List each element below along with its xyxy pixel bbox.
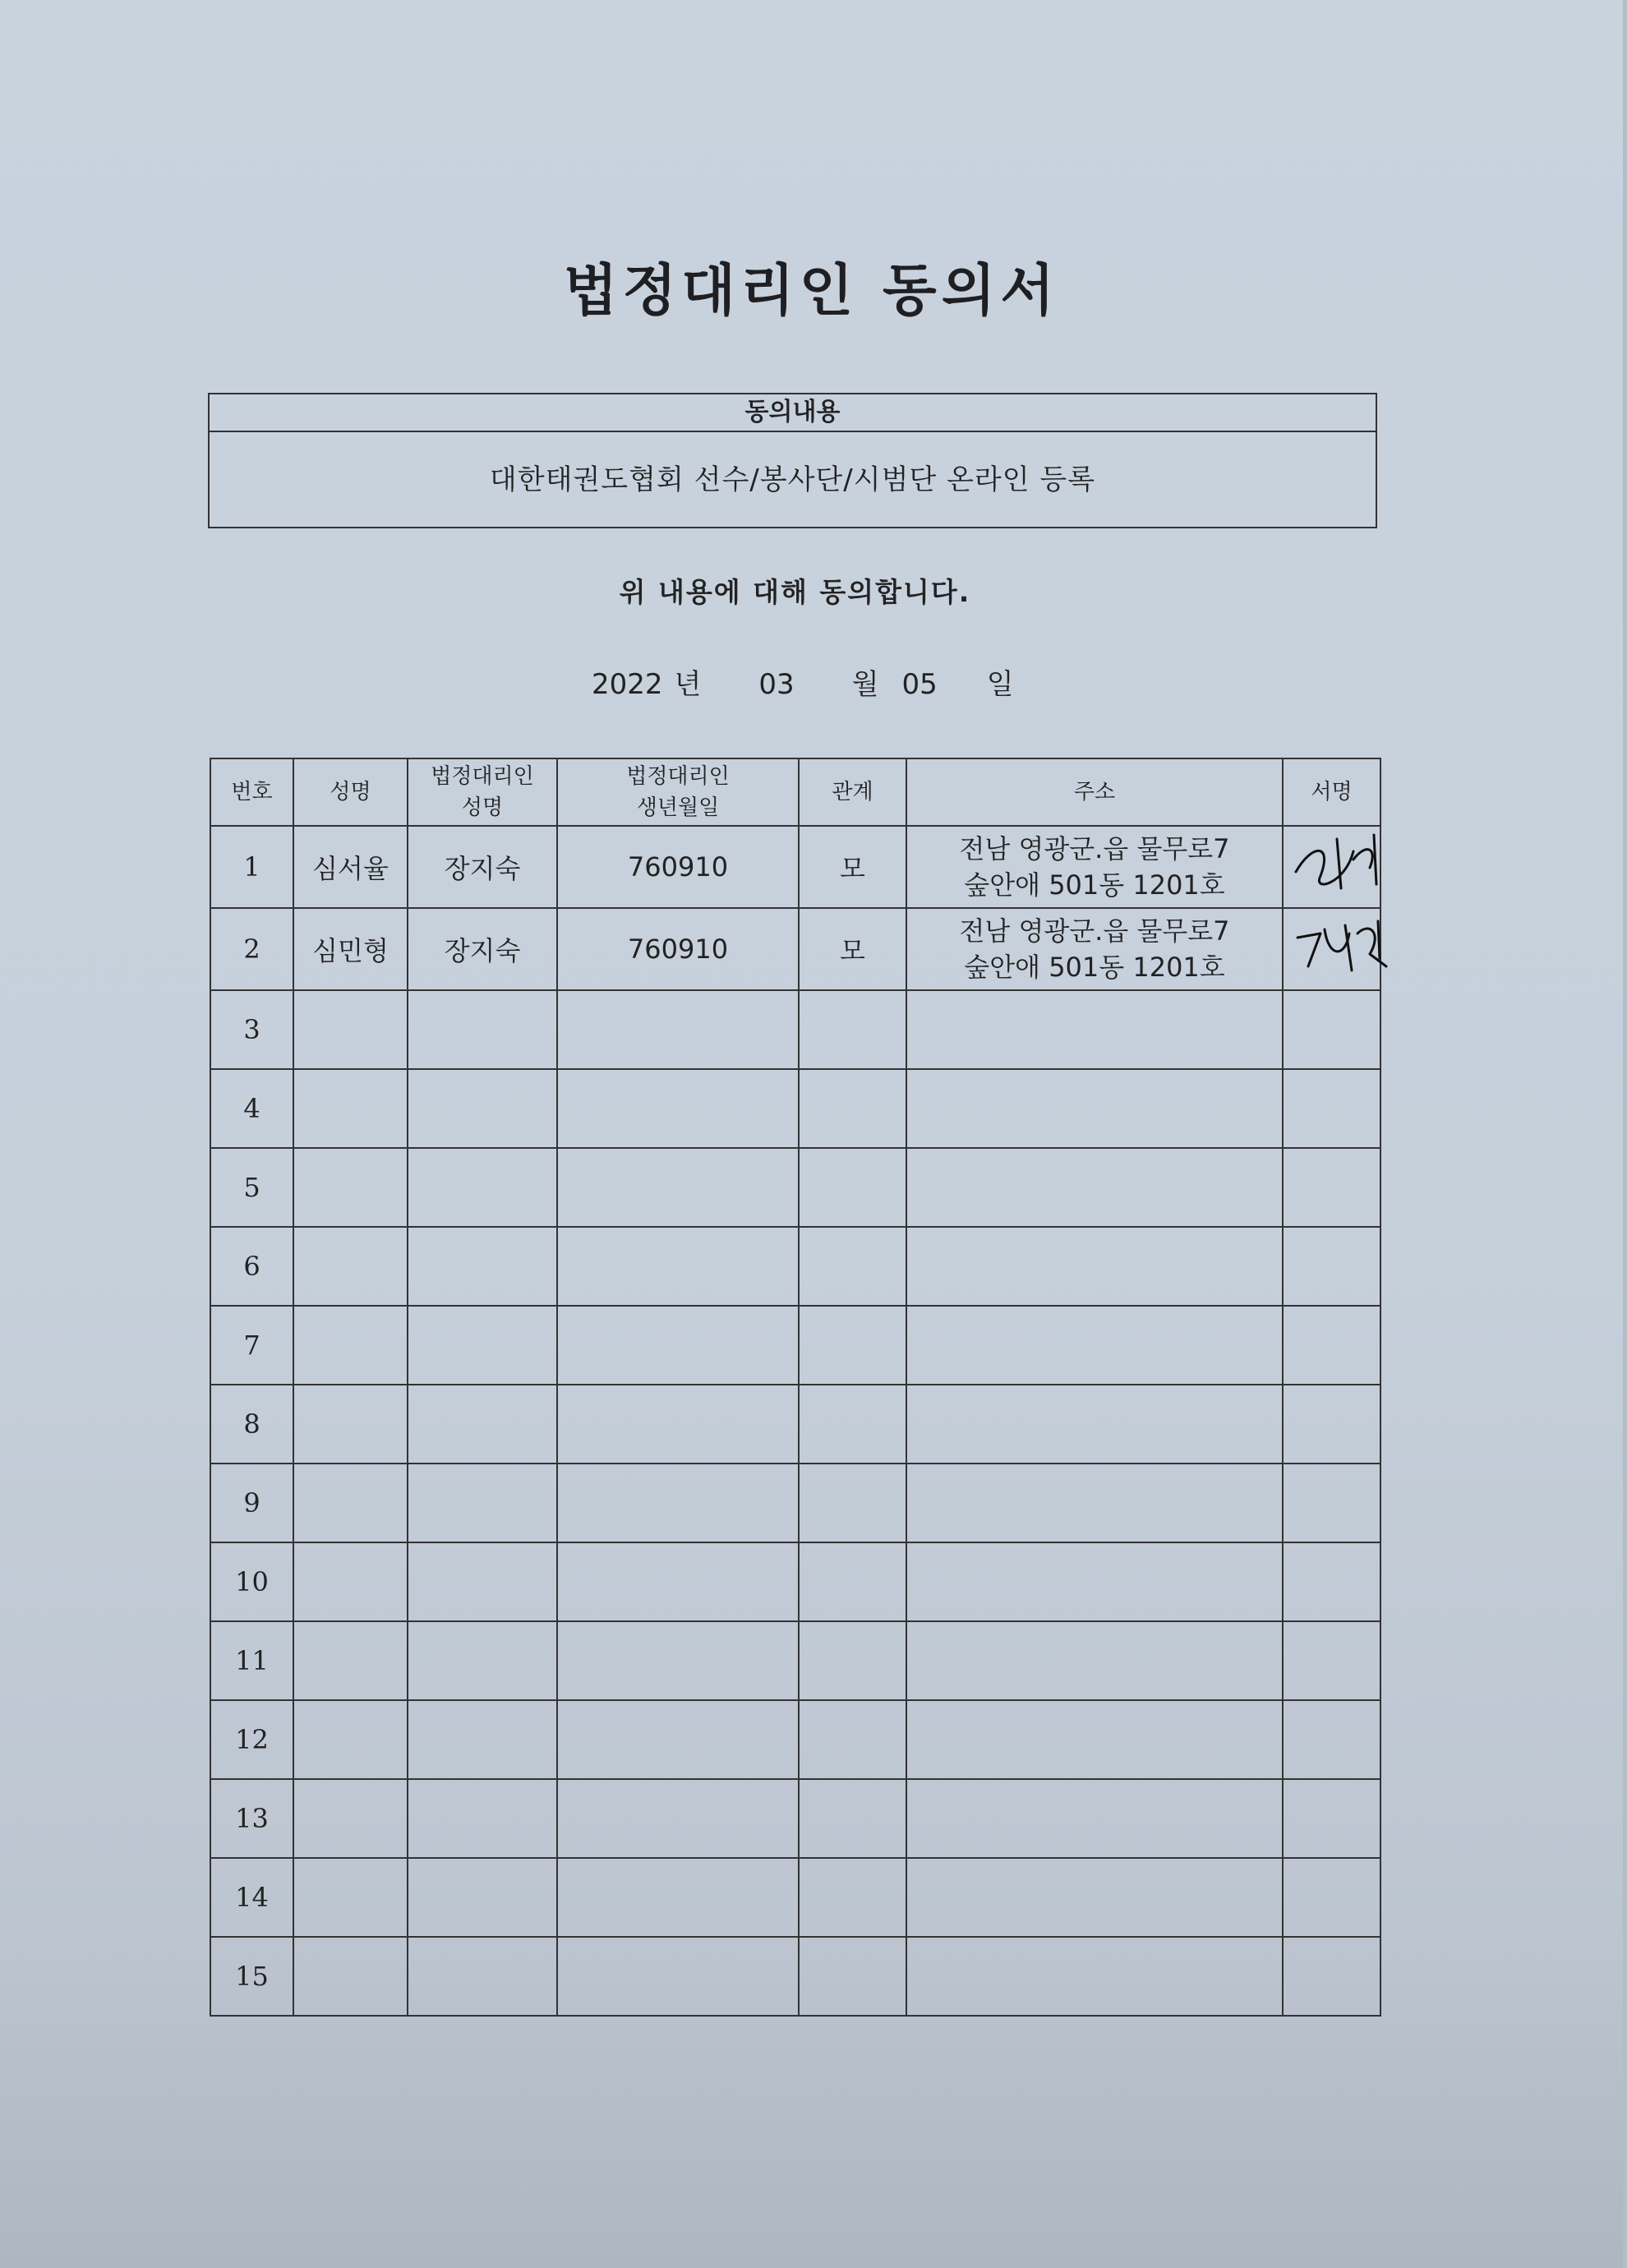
consent-body: 대한태권도협회 선수/봉사단/시범단 온라인 등록 <box>489 463 1096 496</box>
header-signature: 서명 <box>1283 758 1380 826</box>
row-number: 4 <box>210 1069 293 1148</box>
cell-signature <box>1283 908 1380 990</box>
cell-guardian-birth <box>557 1542 799 1621</box>
row-number: 2 <box>210 908 293 990</box>
cell-relation <box>799 1385 906 1464</box>
table-row <box>210 1621 1380 1700</box>
cell-address <box>906 1464 1283 1542</box>
cell-name <box>293 1621 408 1700</box>
cell-guardian-name <box>408 1700 557 1779</box>
cell-guardian-name <box>408 1937 557 2016</box>
cell-relation <box>799 1858 906 1937</box>
row-number: 10 <box>210 1542 293 1621</box>
cell-relation <box>799 1069 906 1148</box>
cell-guardian-birth <box>557 1385 799 1464</box>
cell-guardian-name <box>408 1542 557 1621</box>
header-no: 번호 <box>210 758 293 826</box>
cell-signature <box>1283 1385 1380 1464</box>
row-number: 6 <box>210 1227 293 1306</box>
guardian-table <box>210 758 1381 2017</box>
header-guardian-birth <box>557 758 799 826</box>
cell-relation <box>799 1227 906 1306</box>
row-number: 12 <box>210 1700 293 1779</box>
row-number: 11 <box>210 1621 293 1700</box>
cell-signature <box>1283 1858 1380 1937</box>
cell-guardian-birth <box>557 1779 799 1858</box>
cell-relation <box>799 1464 906 1542</box>
cell-address <box>906 1306 1283 1385</box>
cell-address <box>906 1227 1283 1306</box>
cell-relation <box>799 1306 906 1385</box>
cell-signature <box>1283 826 1380 908</box>
cell-guardian-birth <box>557 1937 799 2016</box>
cell-relation <box>799 1542 906 1621</box>
handwritten-signature <box>1284 827 1399 901</box>
cell-guardian-name <box>408 1148 557 1227</box>
cell-address <box>906 990 1283 1069</box>
cell-relation <box>799 1937 906 2016</box>
cell-signature <box>1283 1148 1380 1227</box>
cell-guardian-name <box>408 1069 557 1148</box>
table-row <box>210 990 1380 1069</box>
cell-relation: 모 <box>799 826 906 908</box>
table-row <box>210 1306 1380 1385</box>
cell-guardian-birth <box>557 1858 799 1937</box>
date-day-unit: 일 <box>986 668 1014 701</box>
cell-name <box>293 1937 408 2016</box>
cell-guardian-birth <box>557 1069 799 1148</box>
date-year-unit: 년 <box>674 668 702 701</box>
row-number: 7 <box>210 1306 293 1385</box>
cell-address <box>906 1069 1283 1148</box>
cell-relation: 모 <box>799 908 906 990</box>
cell-name <box>293 1069 408 1148</box>
cell-relation <box>799 1621 906 1700</box>
cell-guardian-birth <box>557 1621 799 1700</box>
cell-name <box>293 1858 408 1937</box>
cell-address <box>906 908 1283 990</box>
table-row <box>210 826 1380 908</box>
address-line2: 숲안애 501동 1201호 <box>964 869 1225 901</box>
handwritten-signature <box>1284 909 1399 983</box>
cell-guardian-name: 장지숙 <box>408 826 557 908</box>
cell-signature <box>1283 1937 1380 2016</box>
header-name: 성명 <box>293 758 408 826</box>
cell-guardian-birth <box>557 1700 799 1779</box>
cell-guardian-name <box>408 1306 557 1385</box>
table-row <box>210 1542 1380 1621</box>
row-number: 14 <box>210 1858 293 1937</box>
cell-guardian-name <box>408 1385 557 1464</box>
cell-address <box>906 1148 1283 1227</box>
cell-name <box>293 1227 408 1306</box>
address-line1: 전남 영광군.읍 물무로7 <box>959 833 1230 864</box>
cell-address <box>906 1385 1283 1464</box>
cell-name <box>293 1385 408 1464</box>
header-relation: 관계 <box>799 758 906 826</box>
header-guardian-name <box>408 758 557 826</box>
cell-address <box>906 1779 1283 1858</box>
table-row <box>210 1227 1380 1306</box>
table-row <box>210 1858 1380 1937</box>
date-year: 2022 <box>592 668 663 701</box>
cell-guardian-birth: 760910 <box>557 826 799 908</box>
table-row <box>210 1148 1380 1227</box>
cell-name <box>293 1306 408 1385</box>
cell-name: 심민형 <box>293 908 408 990</box>
header-guardian-birth-line1: 법정대리인 <box>626 764 730 789</box>
cell-address <box>906 1858 1283 1937</box>
cell-signature <box>1283 1306 1380 1385</box>
date-line <box>592 662 1014 702</box>
table-row <box>210 1069 1380 1148</box>
table-row <box>210 1779 1380 1858</box>
row-number: 3 <box>210 990 293 1069</box>
cell-guardian-birth <box>557 990 799 1069</box>
table-row <box>210 1385 1380 1464</box>
cell-name <box>293 1779 408 1858</box>
cell-name: 심서율 <box>293 826 408 908</box>
agreement-statement: 위 내용에 대해 동의합니다. <box>619 576 971 608</box>
table-header-row <box>210 758 1380 826</box>
date-month-unit: 월 <box>851 668 879 701</box>
cell-address <box>906 1700 1283 1779</box>
cell-guardian-name <box>408 1464 557 1542</box>
consent-header: 동의내용 <box>210 394 1376 432</box>
cell-address <box>906 1542 1283 1621</box>
cell-signature <box>1283 990 1380 1069</box>
cell-relation <box>799 1700 906 1779</box>
cell-guardian-name <box>408 1227 557 1306</box>
cell-relation <box>799 990 906 1069</box>
cell-signature <box>1283 1227 1380 1306</box>
cell-name <box>293 1148 408 1227</box>
cell-relation <box>799 1148 906 1227</box>
row-number: 5 <box>210 1148 293 1227</box>
cell-guardian-name <box>408 1621 557 1700</box>
row-number: 1 <box>210 826 293 908</box>
cell-guardian-birth <box>557 1464 799 1542</box>
date-month: 03 <box>758 668 795 701</box>
cell-name <box>293 1464 408 1542</box>
cell-name <box>293 1700 408 1779</box>
table-row <box>210 1937 1380 2016</box>
cell-guardian-name: 장지숙 <box>408 908 557 990</box>
cell-guardian-name <box>408 1779 557 1858</box>
cell-guardian-birth <box>557 1148 799 1227</box>
cell-guardian-birth: 760910 <box>557 908 799 990</box>
table-row <box>210 1464 1380 1542</box>
cell-guardian-birth <box>557 1306 799 1385</box>
header-guardian-name-line2: 성명 <box>461 795 504 820</box>
consent-box <box>208 393 1377 528</box>
document-title: 법정대리인 동의서 <box>563 259 1060 324</box>
cell-name <box>293 1542 408 1621</box>
header-address: 주소 <box>906 758 1283 826</box>
table-row <box>210 1700 1380 1779</box>
cell-signature <box>1283 1542 1380 1621</box>
cell-signature <box>1283 1621 1380 1700</box>
cell-relation <box>799 1779 906 1858</box>
row-number: 15 <box>210 1937 293 2016</box>
cell-guardian-name <box>408 990 557 1069</box>
cell-signature <box>1283 1464 1380 1542</box>
table-row <box>210 908 1380 990</box>
row-number: 9 <box>210 1464 293 1542</box>
cell-signature <box>1283 1700 1380 1779</box>
cell-signature <box>1283 1069 1380 1148</box>
cell-address <box>906 826 1283 908</box>
cell-guardian-birth <box>557 1227 799 1306</box>
row-number: 13 <box>210 1779 293 1858</box>
address-line1: 전남 영광군.읍 물무로7 <box>959 915 1230 947</box>
cell-name <box>293 990 408 1069</box>
cell-guardian-name <box>408 1858 557 1937</box>
cell-address <box>906 1937 1283 2016</box>
cell-address <box>906 1621 1283 1700</box>
cell-signature <box>1283 1779 1380 1858</box>
header-guardian-birth-line2: 생년월일 <box>636 795 720 820</box>
date-day: 05 <box>901 668 938 701</box>
address-line2: 숲안애 501동 1201호 <box>964 952 1225 983</box>
header-guardian-name-line1: 법정대리인 <box>431 764 534 789</box>
row-number: 8 <box>210 1385 293 1464</box>
